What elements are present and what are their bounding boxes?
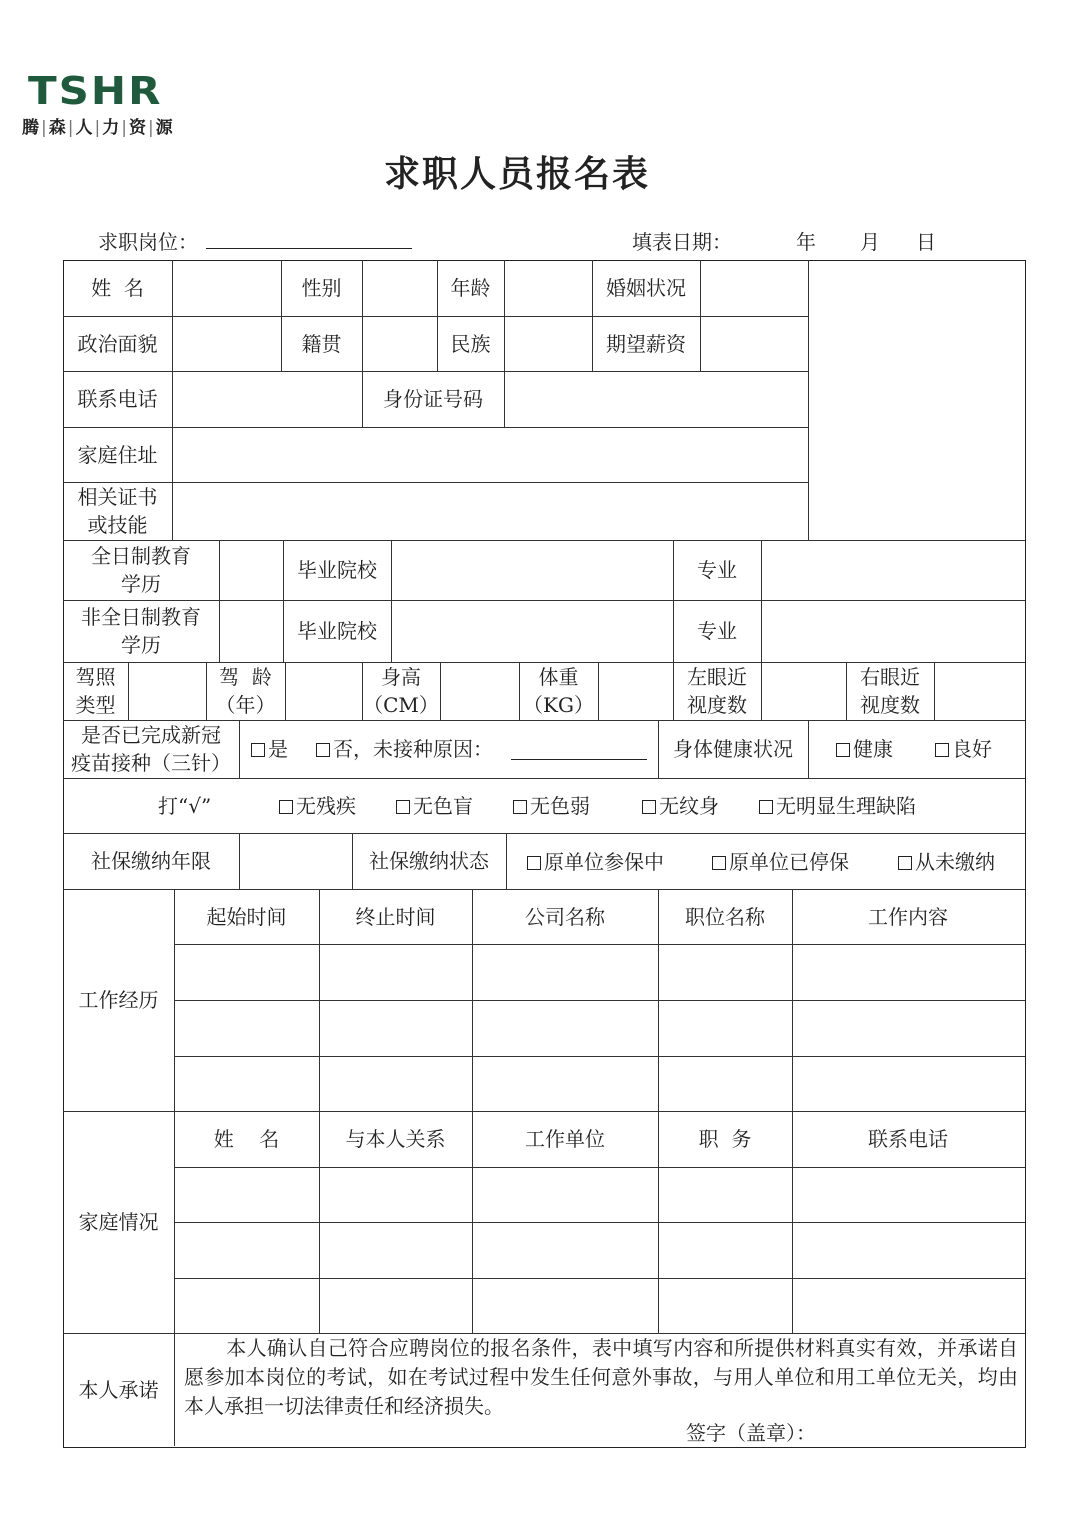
vaccine-no-option[interactable]: 否，未接种原因：: [316, 735, 493, 763]
family-header-phone: 联系电话: [868, 1127, 948, 1151]
license-type-field[interactable]: [128, 662, 206, 720]
health-healthy-option[interactable]: 健康: [836, 735, 893, 763]
license-type-label: 驾照 类型: [75, 665, 116, 717]
gender-field[interactable]: [362, 260, 437, 316]
work-header-start: 起始时间: [206, 904, 287, 929]
fulltime-school-field[interactable]: [391, 540, 673, 600]
right-eye-label: 右眼近 视度数: [860, 665, 920, 717]
parttime-education-field[interactable]: [219, 600, 283, 662]
checkbox-icon[interactable]: [527, 856, 541, 870]
logo-letter: H: [90, 67, 129, 114]
weight-field[interactable]: [598, 662, 673, 720]
work-header-end: 终止时间: [355, 904, 436, 929]
family-row[interactable]: [174, 1278, 1024, 1333]
work-header-position: 职位名称: [685, 904, 765, 929]
vaccine-reason-input[interactable]: [511, 759, 647, 760]
phone-label: 联系电话: [77, 387, 158, 411]
parttime-major-label: 专业: [697, 619, 737, 643]
address-label: 家庭住址: [77, 442, 158, 467]
marital-label: 婚姻状况: [606, 276, 686, 300]
ss-never-option[interactable]: 从未缴纳: [898, 848, 995, 876]
parttime-school-label: 毕业院校: [297, 619, 377, 643]
logo-char: 资: [128, 118, 147, 138]
family-header-title: 职 务: [698, 1127, 752, 1151]
no-physical-defect-option[interactable]: 无明显生理缺陷: [759, 792, 916, 820]
work-header-company: 公司名称: [525, 904, 605, 929]
address-field[interactable]: [172, 427, 808, 482]
no-disability-option[interactable]: 无残疾: [279, 792, 356, 820]
company-logo: [28, 68, 162, 113]
logo-char: 人: [75, 118, 94, 138]
phone-field[interactable]: [172, 371, 362, 427]
photo-area[interactable]: [808, 260, 1024, 540]
parttime-education-label: 非全日制教育 学历: [81, 605, 201, 657]
checkbox-icon[interactable]: [836, 743, 850, 757]
vaccine-label: 是否已完成新冠 疫苗接种（三针）: [71, 723, 231, 775]
family-row[interactable]: [174, 1222, 1024, 1278]
logo-char: 森: [48, 118, 67, 138]
commitment-text: 本人确认自己符合应聘岗位的报名条件，表中填写内容和所提供材料真实有效，并承诺自愿参加本岗位的考试，如在考试过程中发生任何意外事故，与用人单位和用工单位无关，均由本人承担一切法律责任和经济损失。: [184, 1336, 1018, 1418]
signature-label: 签字（盖章）：: [686, 1421, 816, 1445]
checkbox-icon[interactable]: [279, 800, 293, 814]
age-label: 年龄: [450, 276, 491, 300]
no-color-blindness-option[interactable]: 无色盲: [396, 792, 473, 820]
family-header-name: 姓 名: [213, 1127, 280, 1151]
page-title: 求职人员报名表: [383, 153, 650, 195]
id-number-field[interactable]: [504, 371, 808, 427]
commitment-label: 本人承诺: [78, 1377, 159, 1402]
position-label: 求职岗位：: [98, 230, 198, 254]
ethnicity-field[interactable]: [504, 316, 592, 371]
driving-years-field[interactable]: [285, 662, 362, 720]
checkbox-icon[interactable]: [251, 743, 265, 757]
right-eye-field[interactable]: [934, 662, 1024, 720]
work-row[interactable]: [174, 1000, 1024, 1056]
ethnicity-label: 民族: [450, 331, 491, 356]
family-header-employer: 工作单位: [525, 1127, 605, 1151]
left-eye-field[interactable]: [761, 662, 846, 720]
work-experience-label: 工作经历: [78, 988, 159, 1012]
expected-salary-label: 期望薪资: [606, 331, 686, 356]
logo-letter: T: [28, 67, 59, 114]
fulltime-major-label: 专业: [697, 558, 737, 582]
checkbox-icon[interactable]: [316, 743, 330, 757]
ss-active-option[interactable]: 原单位参保中: [527, 848, 664, 876]
checkbox-icon[interactable]: [396, 800, 410, 814]
political-field[interactable]: [172, 316, 281, 371]
driving-years-label: 驾 龄 （年）: [215, 665, 276, 717]
ss-stopped-option[interactable]: 原单位已停保: [712, 848, 849, 876]
checkbox-icon[interactable]: [712, 856, 726, 870]
parttime-major-field[interactable]: [761, 600, 1024, 662]
work-row[interactable]: [174, 944, 1024, 1000]
logo-char: 力: [102, 118, 121, 138]
marital-field[interactable]: [700, 260, 808, 316]
family-header-relation: 与本人关系: [345, 1127, 446, 1151]
id-number-label: 身份证号码: [383, 387, 483, 411]
name-label: 姓 名: [91, 276, 144, 300]
height-label: 身高 （CM）: [363, 665, 439, 717]
fulltime-education-label: 全日制教育 学历: [91, 544, 191, 596]
family-row[interactable]: [174, 1167, 1024, 1222]
logo-char: 腾: [22, 118, 40, 138]
social-security-years-field[interactable]: [239, 833, 352, 889]
native-place-field[interactable]: [362, 316, 437, 371]
checkbox-icon[interactable]: [642, 800, 656, 814]
native-place-label: 籍贯: [301, 331, 342, 356]
expected-salary-field[interactable]: [700, 316, 808, 371]
year-label: 年: [796, 230, 816, 254]
weight-label: 体重 （KG）: [523, 665, 594, 717]
logo-char: 源: [155, 118, 174, 138]
check-row-label: 打“√”: [158, 794, 212, 818]
logo-letter: S: [58, 67, 91, 114]
logo-letter: R: [128, 67, 163, 114]
political-label: 政治面貌: [77, 331, 158, 356]
certificates-label: 相关证书 或技能: [77, 485, 158, 537]
checkbox-icon[interactable]: [935, 743, 949, 757]
health-status-label: 身体健康状况: [673, 737, 793, 761]
social-security-years-label: 社保缴纳年限: [91, 849, 211, 873]
left-eye-label: 左眼近 视度数: [687, 665, 747, 717]
no-tattoo-option[interactable]: 无纹身: [642, 792, 719, 820]
no-color-weakness-option[interactable]: 无色弱: [513, 792, 590, 820]
height-field[interactable]: [440, 662, 519, 720]
age-field[interactable]: [504, 260, 592, 316]
fulltime-school-label: 毕业院校: [297, 558, 377, 582]
checkbox-icon[interactable]: [759, 800, 773, 814]
fulltime-education-field[interactable]: [219, 540, 283, 600]
checkbox-icon[interactable]: [513, 800, 527, 814]
logo-subtitle: 腾|森|人|力|资|源: [22, 118, 174, 138]
parttime-school-field[interactable]: [391, 600, 673, 662]
name-field[interactable]: [172, 260, 281, 316]
health-good-option[interactable]: 良好: [935, 735, 992, 763]
work-row[interactable]: [174, 1056, 1024, 1111]
day-label: 日: [916, 230, 936, 254]
family-label: 家庭情况: [78, 1210, 159, 1234]
certificates-field[interactable]: [172, 482, 808, 540]
month-label: 月: [860, 230, 880, 254]
social-security-status-label: 社保缴纳状态: [369, 849, 489, 873]
checkbox-icon[interactable]: [898, 856, 912, 870]
fulltime-major-field[interactable]: [761, 540, 1024, 600]
vaccine-yes-option[interactable]: 是: [251, 735, 288, 763]
work-header-content: 工作内容: [868, 904, 948, 929]
date-label: 填表日期：: [632, 230, 732, 254]
gender-label: 性别: [301, 276, 342, 300]
position-input[interactable]: [206, 248, 412, 249]
